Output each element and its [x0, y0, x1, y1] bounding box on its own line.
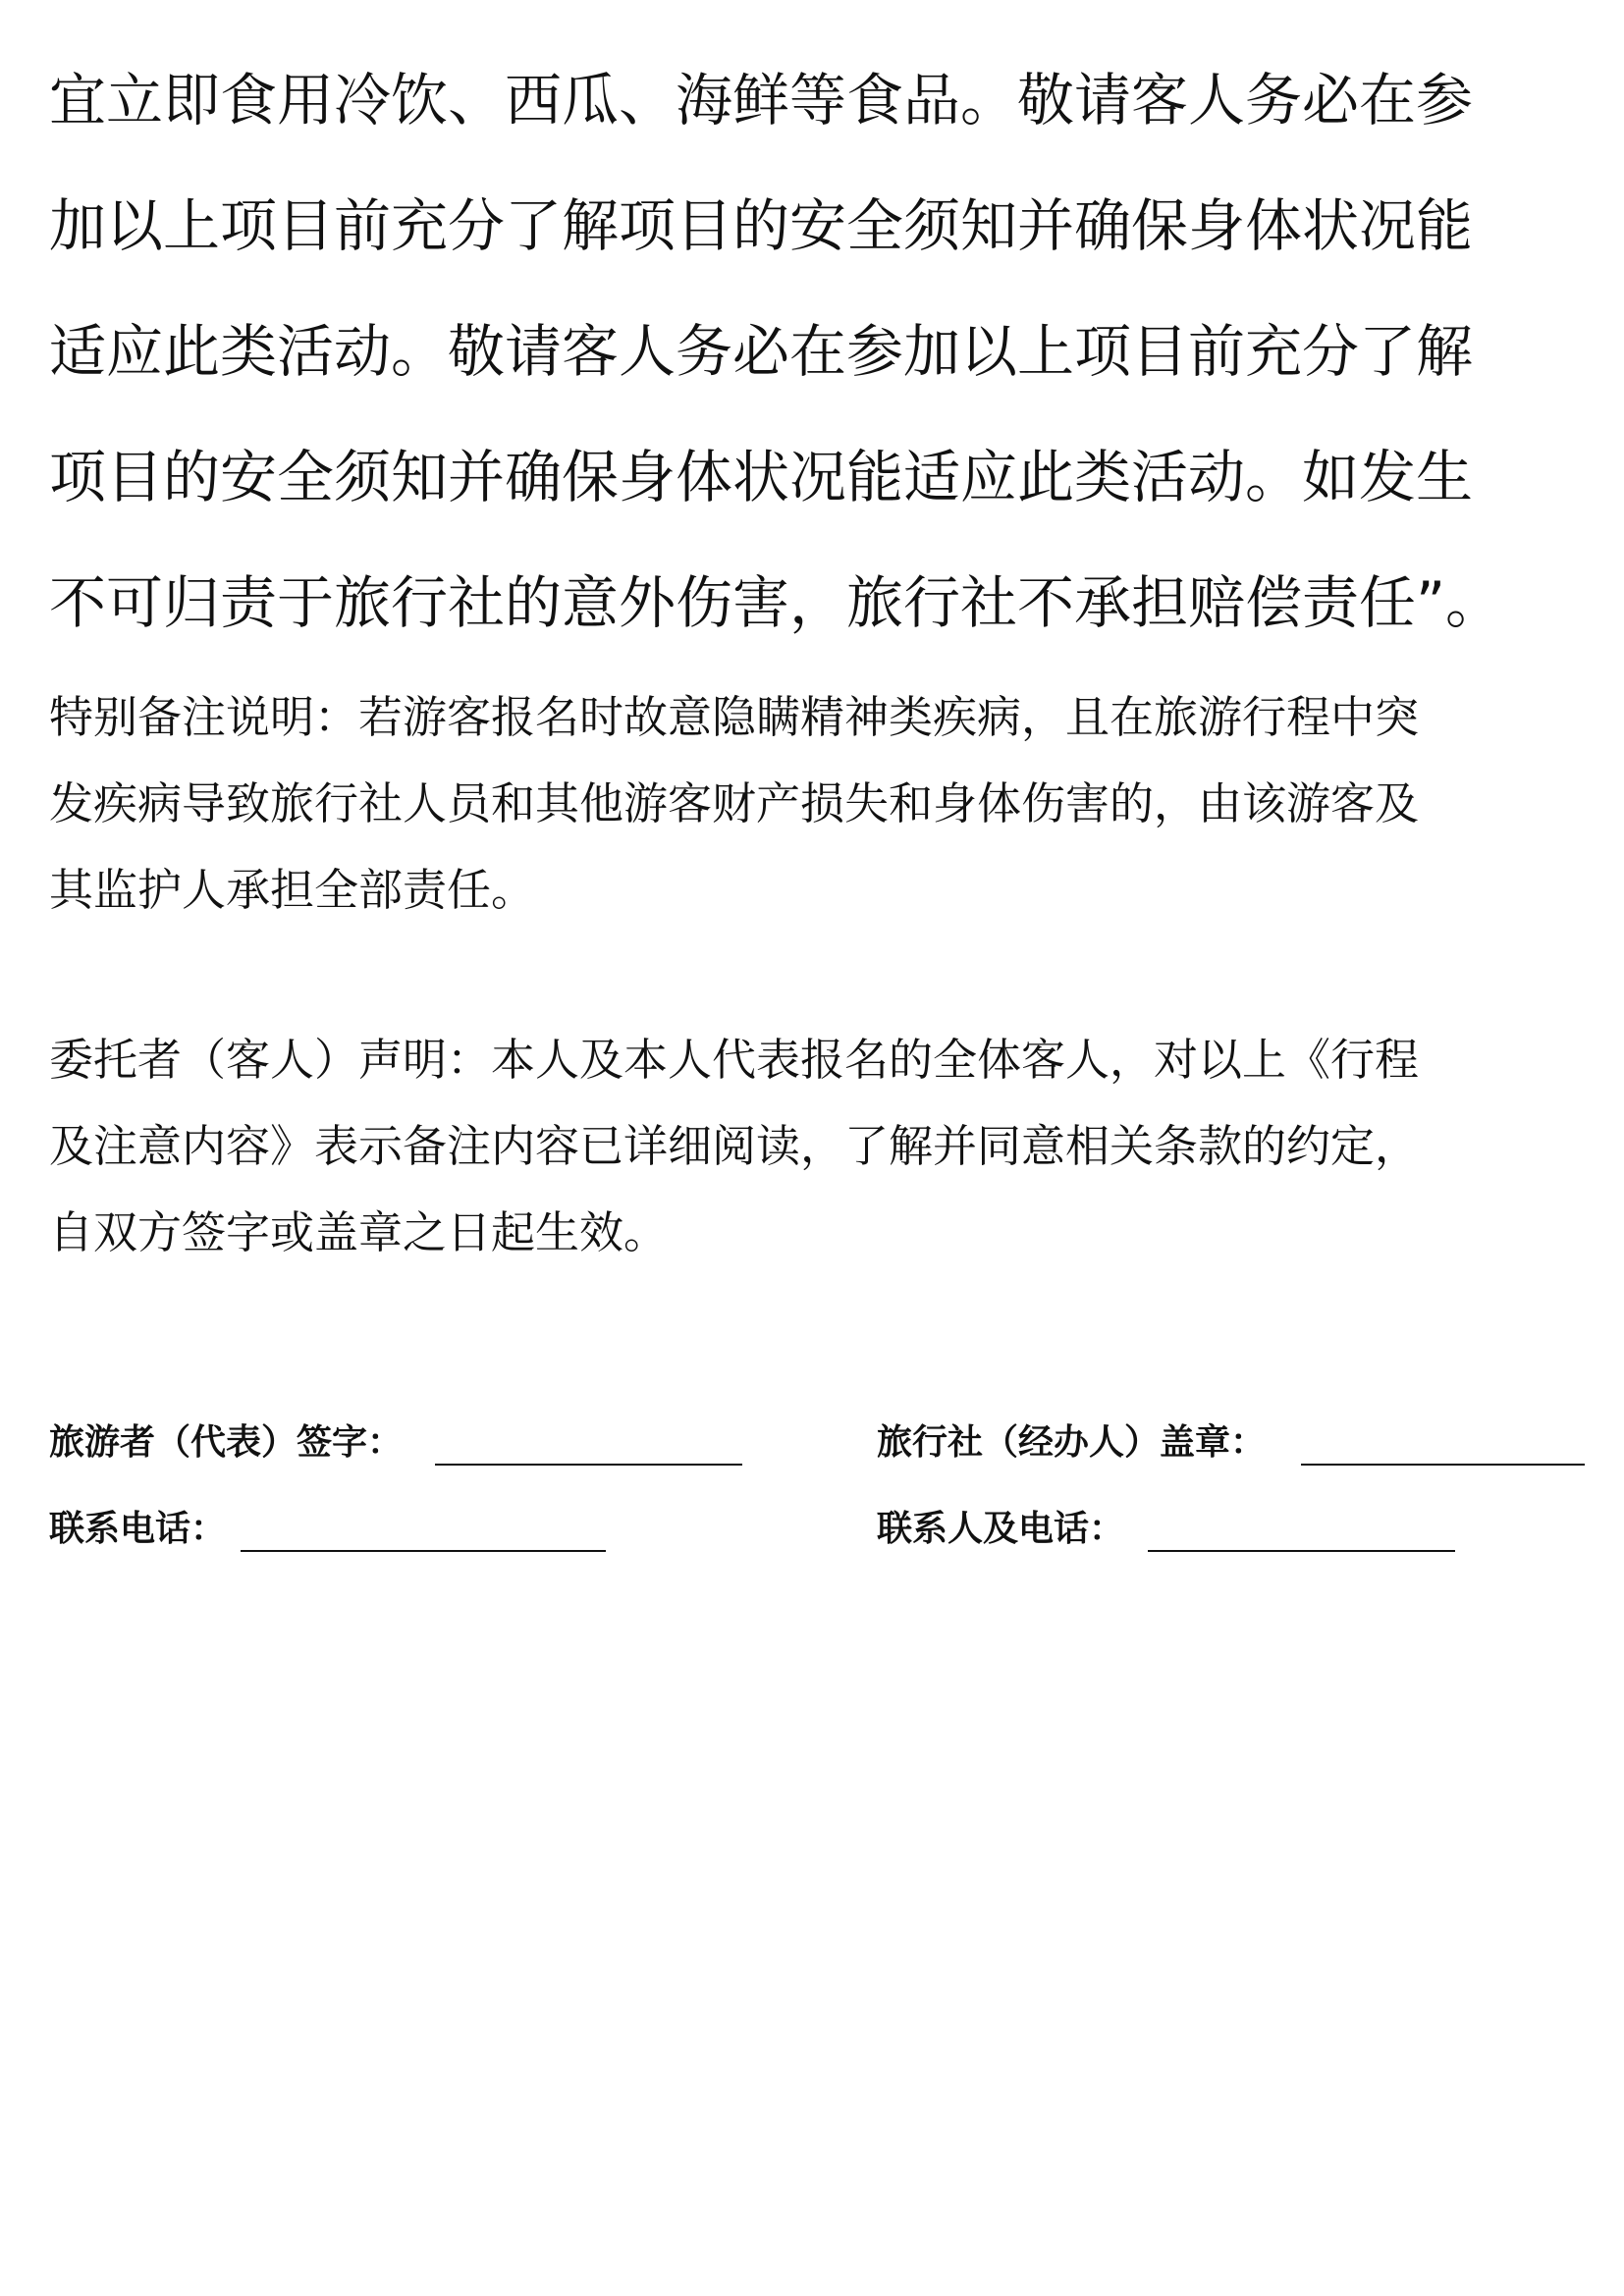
- agency-stamp-line[interactable]: [1301, 1464, 1585, 1466]
- lead-paragraph-line-1: 宜立即食用冷饮、西瓜、海鲜等食品。敬请客人务必在参: [49, 67, 1474, 133]
- tourist-sign-label: 旅游者（代表）签字：: [49, 1422, 404, 1463]
- declaration-line-2: 及注意内容》表示备注内容已详细阅读，了解并同意相关条款的约定，: [49, 1120, 1420, 1172]
- lead-paragraph-line-5: 不可归责于旅行社的意外伤害，旅行社不承担赔偿责任”。: [49, 569, 1503, 636]
- tourist-sign-line[interactable]: [435, 1464, 742, 1466]
- special-note-line-1: 特别备注说明：若游客报名时故意隐瞒精神类疾病，且在旅游行程中突: [49, 691, 1420, 743]
- agency-stamp-label: 旅行社（经办人）盖章：: [877, 1422, 1267, 1463]
- lead-paragraph-line-4: 项目的安全须知并确保身体状况能适应此类活动。如发生: [49, 444, 1474, 510]
- agency-contact-label: 联系人及电话：: [877, 1509, 1125, 1549]
- declaration-line-3: 自双方签字或盖章之日起生效。: [49, 1206, 669, 1258]
- special-note-line-3: 其监护人承担全部责任。: [49, 864, 536, 916]
- tourist-phone-label: 联系电话：: [49, 1509, 227, 1549]
- lead-paragraph-line-2: 加以上项目前充分了解项目的安全须知并确保身体状况能: [49, 192, 1474, 259]
- declaration-line-1: 委托者（客人）声明：本人及本人代表报名的全体客人，对以上《行程: [49, 1034, 1420, 1086]
- tourist-phone-line[interactable]: [241, 1550, 606, 1552]
- agency-contact-line[interactable]: [1148, 1550, 1455, 1552]
- lead-paragraph-line-3: 适应此类活动。敬请客人务必在参加以上项目前充分了解: [49, 318, 1474, 385]
- special-note-line-2: 发疾病导致旅行社人员和其他游客财产损失和身体伤害的，由该游客及: [49, 777, 1420, 829]
